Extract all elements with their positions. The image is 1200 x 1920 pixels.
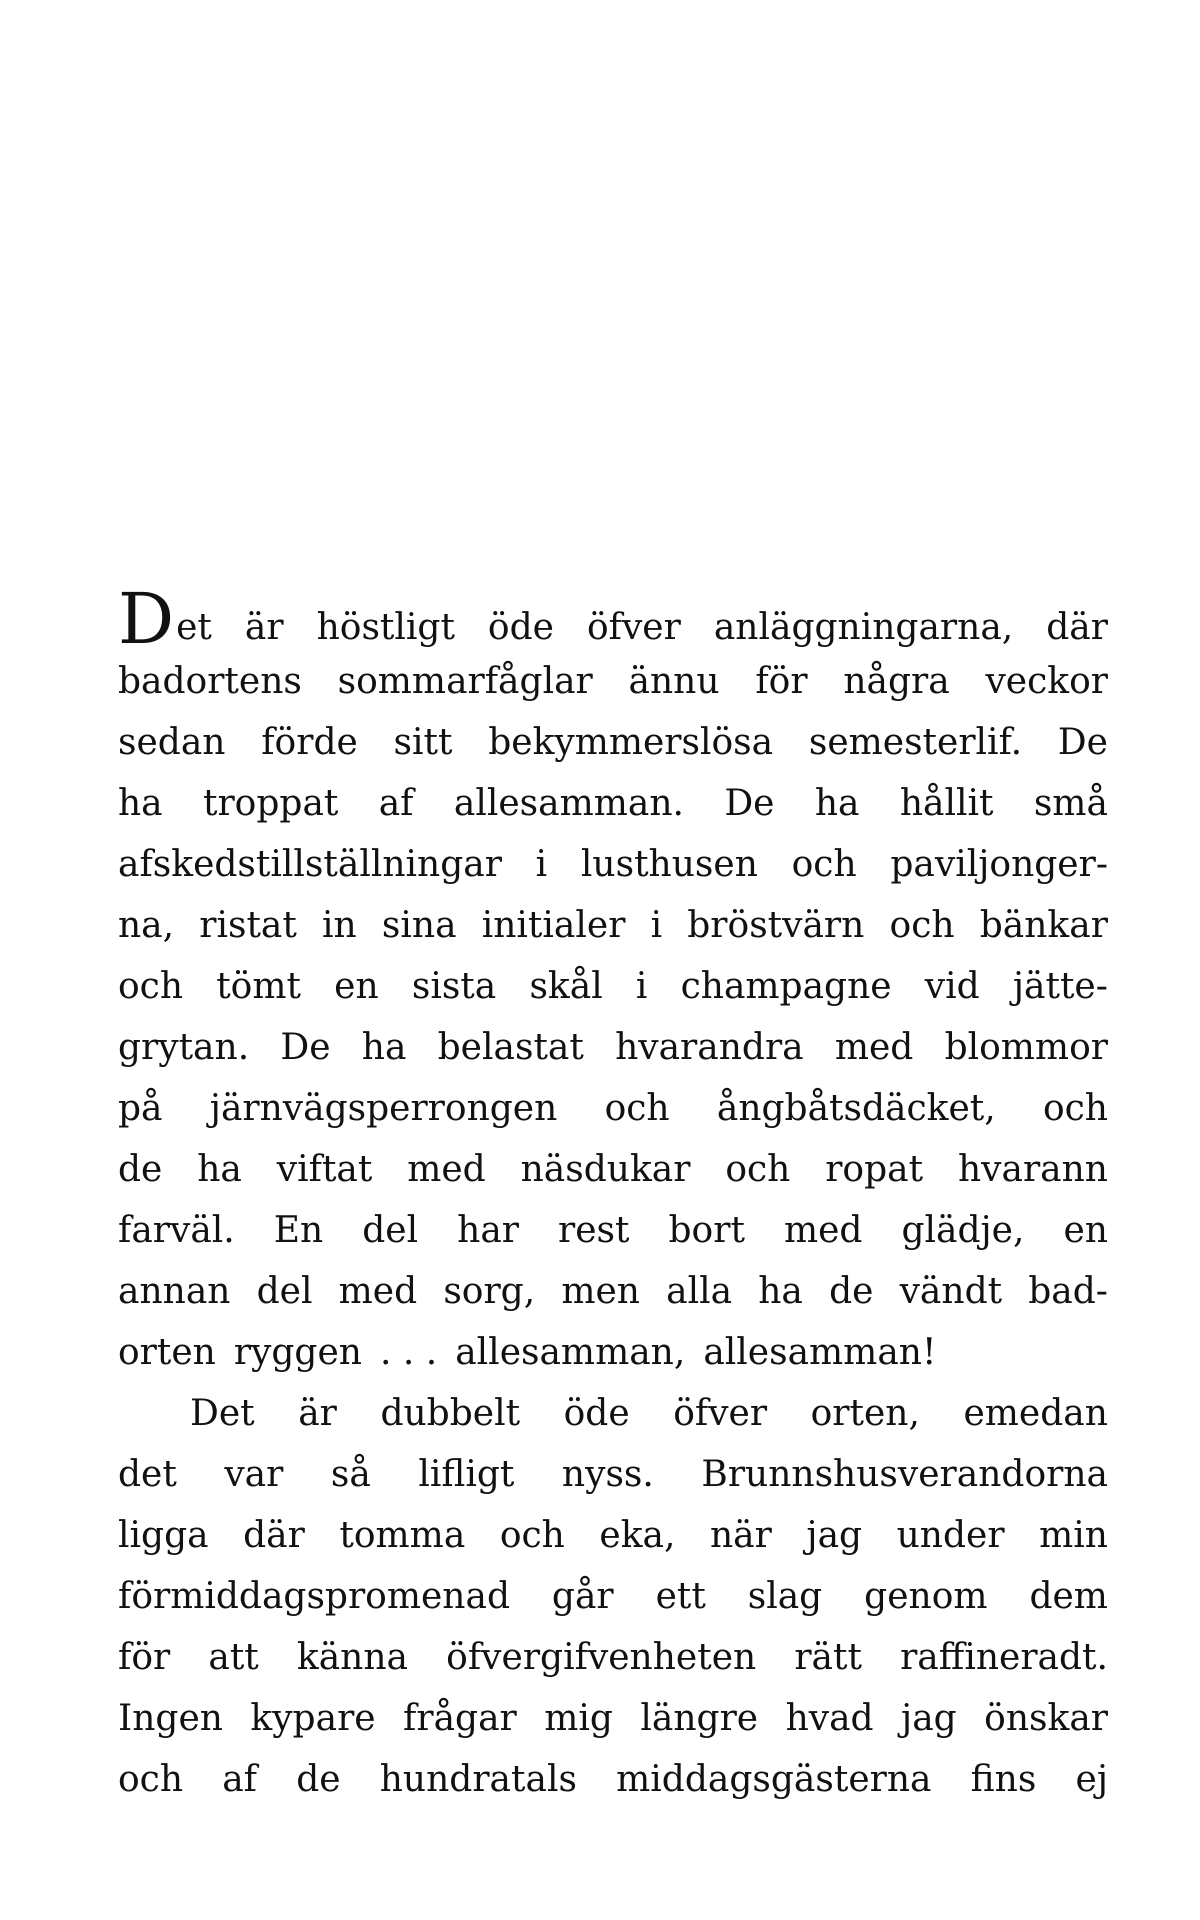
word: De	[724, 783, 775, 824]
text-line	[118, 834, 1108, 895]
word: i	[535, 844, 548, 885]
word: hvarann	[957, 1149, 1108, 1190]
text-line	[118, 1261, 1108, 1322]
word: blommor	[944, 1027, 1108, 1068]
word: ha	[118, 783, 163, 824]
text-line	[118, 1200, 1108, 1261]
word: orten	[118, 1332, 216, 1373]
word: in	[322, 905, 357, 946]
word: middagsgästerna	[616, 1759, 932, 1800]
word: jätte-	[1012, 966, 1108, 1007]
word: veckor	[985, 661, 1108, 702]
word: ångbåtsdäcket,	[716, 1088, 996, 1129]
word: tomma	[339, 1515, 466, 1556]
text-line	[118, 1566, 1108, 1627]
word: glädje,	[901, 1210, 1025, 1251]
text-line	[118, 578, 1108, 660]
word: sommarfåglar	[337, 661, 593, 702]
word: jag	[806, 1515, 863, 1556]
word: och	[725, 1149, 791, 1190]
word: ha	[197, 1149, 242, 1190]
word: höstligt	[316, 607, 455, 648]
word: skål	[529, 966, 603, 1007]
word: semesterlif.	[808, 722, 1023, 763]
text-line	[118, 712, 1108, 773]
word: och	[118, 966, 184, 1007]
word: med	[834, 1027, 914, 1068]
word: Brunnshusverandorna	[701, 1454, 1108, 1495]
word: men	[561, 1271, 640, 1312]
word: kypare	[250, 1698, 376, 1739]
word: emedan	[963, 1393, 1108, 1434]
drop-cap: D	[118, 578, 175, 660]
word: hvad	[785, 1698, 874, 1739]
text-line	[118, 1078, 1108, 1139]
word: och	[1042, 1088, 1108, 1129]
word: . . .	[379, 1332, 438, 1373]
word: tömt	[216, 966, 301, 1007]
text-line	[118, 1505, 1108, 1566]
word: min	[1039, 1515, 1108, 1556]
word: sorg,	[443, 1271, 536, 1312]
word: de	[118, 1149, 163, 1190]
word: med	[338, 1271, 418, 1312]
text-line	[118, 1627, 1108, 1688]
word: ett	[655, 1576, 706, 1617]
word: dem	[1029, 1576, 1108, 1617]
text-line	[118, 1688, 1108, 1749]
word: del	[362, 1210, 419, 1251]
word: lifligt	[418, 1454, 515, 1495]
text-line	[118, 895, 1108, 956]
word: dubbelt	[380, 1393, 521, 1434]
text-line	[118, 1322, 1108, 1383]
word: paviljonger-	[890, 844, 1108, 885]
word: vändt	[899, 1271, 1003, 1312]
word: farväl.	[118, 1210, 235, 1251]
word: vid	[924, 966, 980, 1007]
word: med	[407, 1149, 486, 1190]
word: ha	[361, 1027, 407, 1068]
word: fins	[970, 1759, 1037, 1800]
word: De	[1057, 722, 1108, 763]
word: lusthusen	[580, 844, 758, 885]
word: bort	[668, 1210, 745, 1251]
word: jag	[901, 1698, 957, 1739]
word: ropat	[825, 1149, 924, 1190]
word: under	[896, 1515, 1005, 1556]
word: näsdukar	[520, 1149, 691, 1190]
word: anläggningarna,	[713, 607, 1014, 648]
word: annan	[118, 1271, 231, 1312]
word: sina	[381, 905, 457, 946]
word: de	[296, 1759, 341, 1800]
word: De	[280, 1027, 331, 1068]
body-text	[118, 578, 1108, 1810]
word: ligga	[118, 1515, 209, 1556]
first-word	[118, 578, 212, 660]
word: bad-	[1028, 1271, 1108, 1312]
word: allesamman,	[455, 1332, 686, 1373]
word: rätt	[794, 1637, 862, 1678]
text-line	[118, 1017, 1108, 1078]
word: och	[499, 1515, 565, 1556]
word: var	[224, 1454, 284, 1495]
word: slag	[747, 1576, 823, 1617]
text-line	[118, 1749, 1108, 1810]
word: längre	[640, 1698, 759, 1739]
word: genom	[864, 1576, 988, 1617]
word: na,	[118, 905, 175, 946]
word: nyss.	[561, 1454, 654, 1495]
text-line	[118, 1444, 1108, 1505]
word: badortens	[118, 661, 302, 702]
word: där	[1046, 607, 1108, 648]
word: allesamman!	[703, 1332, 937, 1373]
word: orten,	[810, 1393, 920, 1434]
word: raffineradt.	[900, 1637, 1108, 1678]
word: afskedstillställningar	[118, 844, 502, 885]
word: när	[710, 1515, 772, 1556]
text-line	[118, 1383, 1108, 1444]
word: för	[118, 1637, 171, 1678]
word: belastat	[437, 1027, 584, 1068]
word: har	[457, 1210, 520, 1251]
word: troppat	[203, 783, 339, 824]
word: för	[755, 661, 808, 702]
word: eka,	[599, 1515, 676, 1556]
word: de	[829, 1271, 874, 1312]
word: där	[243, 1515, 305, 1556]
text-line	[118, 651, 1108, 712]
word: champagne	[680, 966, 892, 1007]
word: en	[1063, 1210, 1108, 1251]
word: ej	[1075, 1759, 1108, 1800]
word: små	[1033, 783, 1108, 824]
word: ha	[758, 1271, 803, 1312]
word: är	[244, 607, 284, 648]
text-line	[118, 773, 1108, 834]
word: et	[176, 607, 212, 648]
word: bekymmerslösa	[488, 722, 774, 763]
word: frågar	[403, 1698, 517, 1739]
word: sista	[411, 966, 497, 1007]
word: del	[256, 1271, 313, 1312]
word: sedan	[118, 722, 226, 763]
word: en	[334, 966, 379, 1007]
word: och	[889, 905, 955, 946]
word: med	[783, 1210, 863, 1251]
text-line	[118, 956, 1108, 1017]
word: känna	[296, 1637, 409, 1678]
word: En	[273, 1210, 324, 1251]
word: och	[118, 1759, 184, 1800]
word: öfvergifvenheten	[446, 1637, 757, 1678]
word: ännu	[628, 661, 720, 702]
word: ristat	[199, 905, 297, 946]
word: förmiddagspromenad	[118, 1576, 510, 1617]
word: så	[330, 1454, 371, 1495]
word: ha	[814, 783, 860, 824]
word: och	[604, 1088, 670, 1129]
word: Ingen	[118, 1698, 223, 1739]
word: går	[551, 1576, 614, 1617]
word: och	[791, 844, 857, 885]
word: järnvägsperrongen	[209, 1088, 558, 1129]
word: att	[208, 1637, 259, 1678]
word: bröstvärn	[687, 905, 865, 946]
word: allesamman.	[453, 783, 684, 824]
word: af	[222, 1759, 258, 1800]
word: alla	[666, 1271, 733, 1312]
word: rest	[558, 1210, 630, 1251]
word: öfver	[586, 607, 681, 648]
word: är	[298, 1393, 337, 1434]
word: mig	[544, 1698, 613, 1739]
word: ryggen	[233, 1332, 362, 1373]
word: i	[650, 905, 663, 946]
word: några	[843, 661, 950, 702]
word: af	[378, 783, 414, 824]
word: hvarandra	[615, 1027, 804, 1068]
word: i	[635, 966, 648, 1007]
word: initialer	[481, 905, 626, 946]
word: öde	[563, 1393, 630, 1434]
word: förde	[261, 722, 358, 763]
word: öde	[487, 607, 554, 648]
word: grytan.	[118, 1027, 250, 1068]
word: hållit	[899, 783, 994, 824]
word: på	[118, 1088, 163, 1129]
text-line	[118, 1139, 1108, 1200]
word: bänkar	[979, 905, 1108, 946]
word: hundratals	[379, 1759, 577, 1800]
word: Det	[190, 1393, 255, 1434]
word: sitt	[393, 722, 453, 763]
word: viftat	[276, 1149, 373, 1190]
word: det	[118, 1454, 177, 1495]
word: önskar	[984, 1698, 1108, 1739]
word: öfver	[673, 1393, 768, 1434]
